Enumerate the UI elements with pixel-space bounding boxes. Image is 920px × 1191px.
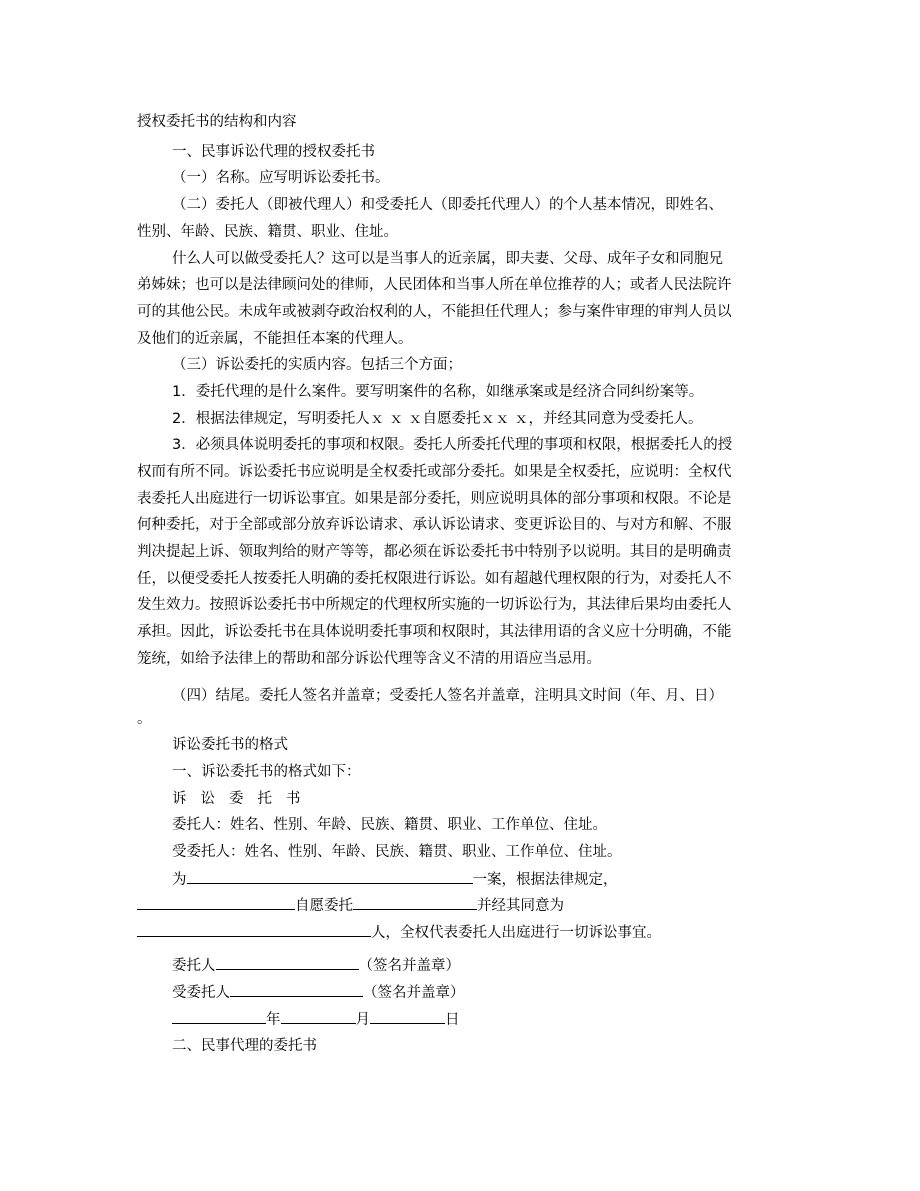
form-text: 并经其同意为 — [477, 898, 564, 914]
blank-underline — [370, 1009, 445, 1024]
form-title: 诉讼委托书 — [172, 791, 315, 807]
form-text: 一案，根据法律规定， — [472, 872, 618, 888]
paragraph-line: 1．委托代理的是什么案件。要写明案件的名称，如继承案或是经济合同纠纷案等。 — [172, 384, 704, 400]
section-heading: 一、诉讼委托书的格式如下： — [172, 764, 361, 780]
paragraph-line: 2．根据法律规定，写明委托人ｘ ｘ ｘ自愿委托ｘｘ ｘ，并经其同意为受委托人。 — [172, 411, 703, 427]
blank-underline — [137, 922, 371, 937]
blank-underline — [137, 895, 295, 910]
blank-underline — [353, 895, 477, 910]
form-text: 日 — [445, 1012, 460, 1028]
section-heading: 诉讼委托书的格式 — [172, 737, 288, 753]
blank-underline — [281, 1009, 356, 1024]
form-line: 委托人：姓名、性别、年龄、民族、籍贯、职业、工作单位、住址。 — [172, 817, 607, 833]
paragraph-line: 性别、年龄、民族、籍贯、职业、住址。 — [137, 224, 398, 240]
blank-underline — [187, 869, 473, 884]
paragraph-line: 什么人可以做受委托人？这可以是当事人的近亲属，即夫妻、父母、成年子女和同胞兄 — [172, 251, 723, 267]
doc-title: 授权委托书的结构和内容 — [137, 114, 297, 130]
paragraph-line: （一）名称。应写明诉讼委托书。 — [172, 170, 390, 186]
form-text: 委托人 — [172, 958, 216, 974]
paragraph-line: 表委托人出庭进行一切诉讼事宜。如果是部分委托，则应说明具体的部分事项和权限。不论是 — [137, 491, 732, 507]
paragraph-line: （三）诉讼委托的实质内容。包括三个方面； — [172, 357, 462, 373]
signature-line — [172, 982, 822, 1003]
form-text: 月 — [355, 1012, 370, 1028]
paragraph-line: 任，以便受委托人按委托人明确的委托权限进行诉讼。如有超越代理权限的行为，对委托人不 — [137, 571, 732, 587]
paragraph-line: 笼统，如给予法律上的帮助和部分诉讼代理等含义不清的用语应当忌用。 — [137, 651, 601, 667]
form-text: （签名并盖章） — [363, 985, 465, 1001]
form-text: （签名并盖章） — [358, 958, 460, 974]
form-line: 受委托人：姓名、性别、年龄、民族、籍贯、职业、工作单位、住址。 — [172, 844, 622, 860]
section-heading: 一、民事诉讼代理的授权委托书 — [172, 144, 375, 160]
paragraph-line: 及他们的近亲属，不能担任本案的代理人。 — [137, 331, 413, 347]
paragraph-line: 判决提起上诉、领取判给的财产等等，都必须在诉讼委托书中特别予以说明。其目的是明确责 — [137, 544, 732, 560]
signature-line — [172, 955, 822, 976]
paragraph-line: 承担。因此，诉讼委托书在具体说明委托事项和权限时，其法律用语的含义应十分明确，不能 — [137, 624, 732, 640]
paragraph-line: 发生效力。按照诉讼委托书中所规定的代理权所实施的一切诉讼行为，其法律后果均由委托人 — [137, 597, 732, 613]
form-blank-line — [172, 869, 822, 890]
paragraph-line: （四）结尾。委托人签名并盖章；受委托人签名并盖章，注明具文时间（年、月、日） — [172, 688, 723, 704]
paragraph-line: 弟姊妹；也可以是法律顾问处的律师，人民团体和当事人所在单位推荐的人；或者人民法院许 — [137, 277, 732, 293]
form-text: 人，全权代表委托人出庭进行一切诉讼事宜。 — [371, 925, 661, 941]
paragraph-line: 可的其他公民。未成年或被剥夺政治权利的人，不能担任代理人；参与案件审理的审判人员以 — [137, 304, 732, 320]
paragraph-line: 3．必须具体说明委托的事项和权限。委托人所委托代理的事项和权限，根据委托人的授 — [172, 437, 733, 453]
blank-underline — [172, 1009, 266, 1024]
form-text: 自愿委托 — [295, 898, 353, 914]
blank-underline — [216, 955, 359, 970]
form-text: 年 — [266, 1012, 281, 1028]
date-line — [172, 1009, 822, 1030]
form-text: 受委托人 — [172, 985, 230, 1001]
blank-underline — [230, 982, 363, 997]
section-heading: 二、民事代理的委托书 — [172, 1038, 317, 1054]
form-text: 为 — [172, 872, 187, 888]
paragraph-line: 何种委托，对于全部或部分放弃诉讼请求、承认诉讼请求、变更诉讼目的、与对方和解、不服 — [137, 517, 732, 533]
form-blank-line — [137, 895, 787, 916]
form-blank-line — [137, 922, 787, 943]
paragraph-line: （二）委托人（即被代理人）和受委托人（即委托代理人）的个人基本情况，即姓名、 — [172, 197, 723, 213]
paragraph-line: 。 — [137, 711, 152, 727]
paragraph-line: 权而有所不同。诉讼委托书应说明是全权委托或部分委托。如果是全权委托，应说明：全权代 — [137, 464, 732, 480]
